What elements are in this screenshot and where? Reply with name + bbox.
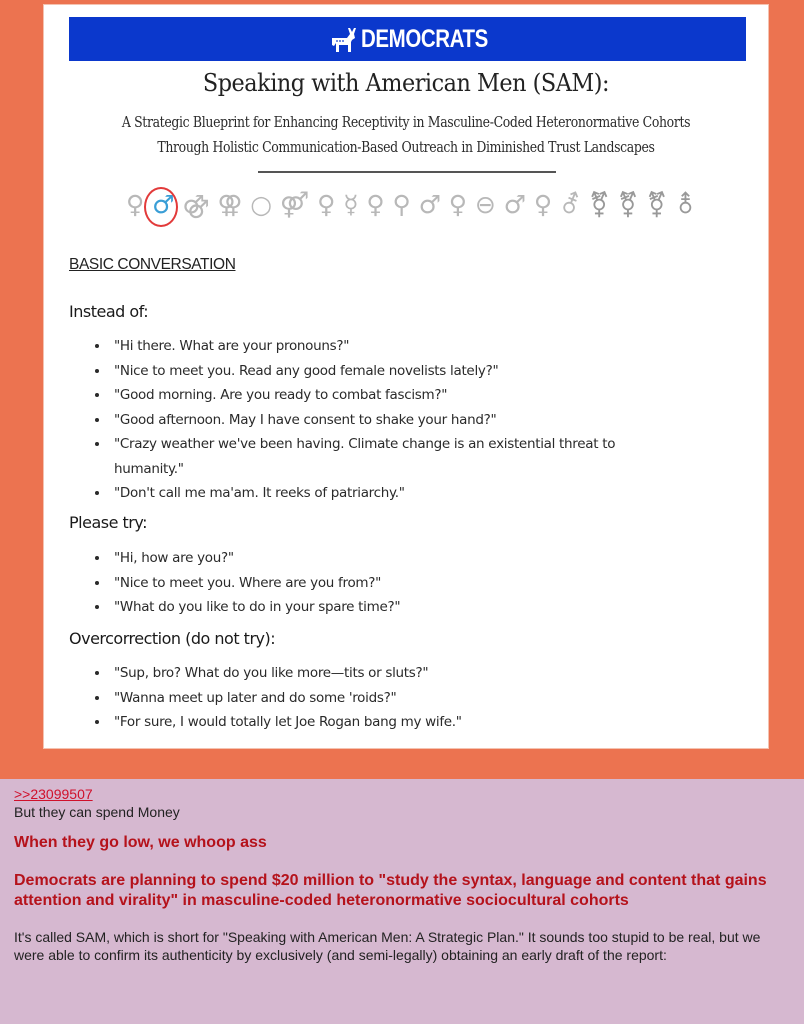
instead-of-list — [94, 334, 680, 506]
gender-symbol-icon: ♀ — [366, 189, 385, 219]
gender-symbol-icon: ♀ — [533, 189, 553, 219]
gender-symbol-icon: ♀ — [317, 189, 336, 219]
list-item: • "Crazy weather we've been having. Climate change is an existential threat to humanity." — [110, 432, 680, 481]
banner-brand: DEMOCRATS — [361, 24, 489, 53]
male-symbol-icon-highlighted: ♂ — [152, 189, 175, 219]
gender-symbol-icon: ○ — [250, 189, 273, 219]
list-item: • "For sure, I would totally let Joe Rogan bang my wife." — [110, 710, 680, 735]
gender-symbol-icon: ♂ — [418, 189, 441, 219]
gender-symbol-icon: ⚲ — [392, 189, 411, 219]
list-item: • "What do you like to do in your spare time?" — [110, 595, 680, 620]
section-title: BASIC CONVERSATION — [69, 256, 236, 273]
list-item: • "Hi there. What are your pronouns?" — [110, 334, 680, 359]
list-item: • "Good afternoon. May I have consent to shake your hand?" — [110, 408, 680, 433]
gender-symbol-icon: ⊖ — [474, 189, 496, 219]
group-heading-overcorrection: Overcorrection (do not try): — [69, 629, 276, 648]
post-paragraph: It's called SAM, which is short for "Speaking with American Men: A Strategic Plan." It sounds too stupid to be real, but we were able to confirm its authenticity by exclusively (and semi-legally) obtaining an early draft of the report: — [14, 929, 761, 963]
post-text-line: But they can spend Money — [14, 804, 180, 820]
list-item: • "Nice to meet you. Read any good female novelists lately?" — [110, 359, 680, 384]
gender-symbol-icon: ♀ — [448, 189, 468, 219]
gender-symbol-icon: ⚧ — [646, 189, 668, 219]
gender-symbol-icon: ⚣ — [182, 189, 210, 219]
document-page — [44, 5, 768, 748]
gender-symbol-icon: ⚧ — [588, 189, 610, 219]
gender-symbol-icon: ♀ — [126, 189, 145, 219]
please-try-list — [94, 546, 680, 620]
quote-link[interactable]: >>23099507 — [14, 786, 93, 802]
gender-symbol-icon: ⚤ — [279, 189, 310, 219]
headline-whoop: When they go low, we whoop ass — [14, 834, 267, 851]
subtitle-line: Through Holistic Communication-Based Outreach in Diminished Trust Landscapes — [157, 140, 655, 156]
gender-symbol-icon: ⚧ — [617, 189, 639, 219]
gender-symbol-icon: ⚢ — [217, 189, 243, 219]
list-item: • "Hi, how are you?" — [110, 546, 680, 571]
overcorrection-list — [94, 661, 680, 735]
gender-symbols-row — [126, 183, 696, 225]
gender-symbol-icon: ☿ — [343, 189, 359, 219]
gender-symbol-icon: ♂ — [503, 189, 527, 219]
list-item: • "Sup, bro? What do you like more—tits or sluts?" — [110, 661, 680, 686]
donkey-icon — [329, 26, 357, 52]
democrats-banner — [69, 17, 746, 61]
list-item: • "Nice to meet you. Where are you from?" — [110, 571, 680, 596]
document-subtitle — [95, 111, 718, 161]
list-item: • "Wanna meet up later and do some 'roids?" — [110, 686, 680, 711]
headline-spend: Democrats are planning to spend $20 million to "study the syntax, language and content that gains attention and virality" in masculine-coded heteronormative sociocultural cohorts — [14, 872, 767, 909]
list-item: • "Good morning. Are you ready to combat fascism?" — [110, 383, 680, 408]
group-heading-instead-of: Instead of: — [69, 302, 149, 321]
gender-symbol-icon: ⚦ — [559, 189, 581, 219]
list-item: • "Don't call me ma'am. It reeks of patriarchy." — [110, 481, 680, 506]
gender-symbol-icon: ⚨ — [674, 189, 696, 219]
group-heading-please-try: Please try: — [69, 513, 148, 532]
subtitle-line: A Strategic Blueprint for Enhancing Receptivity in Masculine-Coded Heteronormative Cohorts — [121, 115, 691, 131]
post-body — [14, 785, 794, 964]
title-divider — [258, 171, 556, 173]
document-title: Speaking with American Men (SAM): — [202, 69, 610, 97]
